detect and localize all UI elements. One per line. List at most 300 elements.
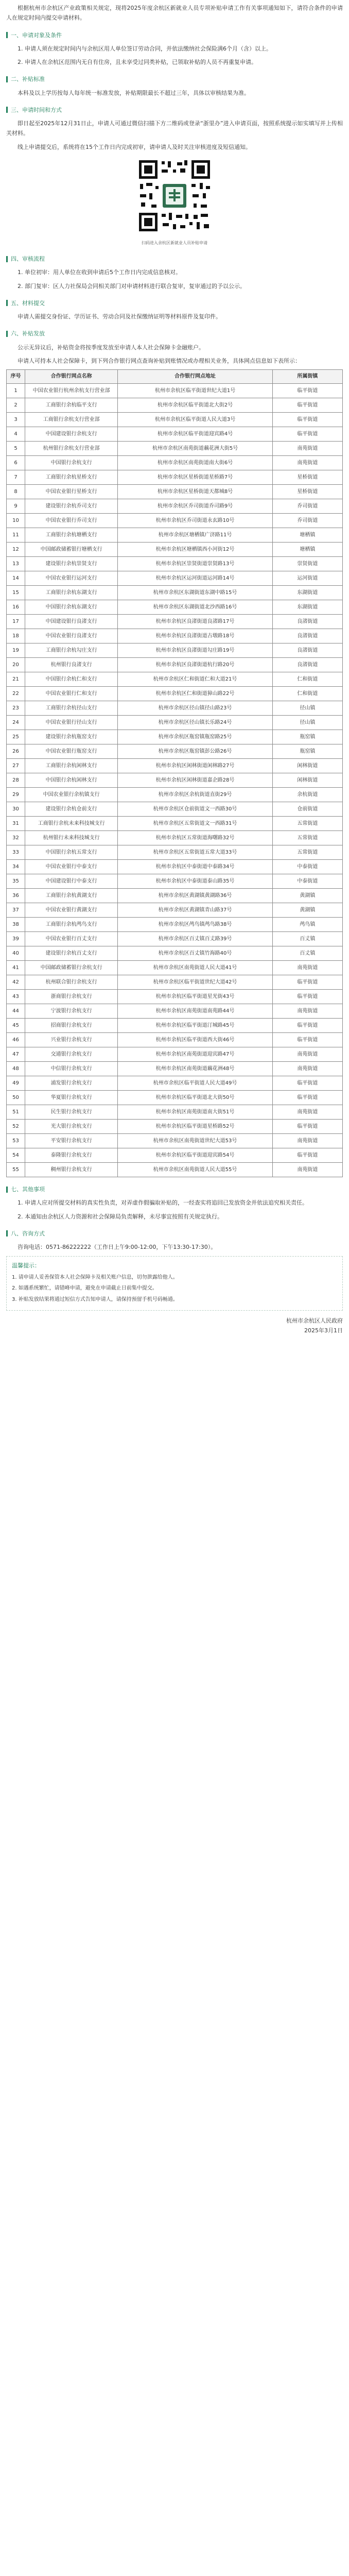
cell-area: 五常街道	[272, 845, 342, 860]
cell-area: 黄湖镇	[272, 903, 342, 918]
table-row	[7, 398, 343, 413]
cell-no: 9	[7, 499, 25, 514]
cell-no: 43	[7, 990, 25, 1004]
table-row	[7, 1062, 343, 1076]
cell-name: 建设银行余杭瓶窑支行	[25, 730, 118, 744]
cell-name: 杭州银行未来科技城支行	[25, 831, 118, 845]
footer-date: 2025年3月1日	[304, 1327, 343, 1334]
cell-no: 11	[7, 528, 25, 543]
table-row	[7, 889, 343, 903]
cell-addr: 杭州市余杭区余杭街道直街29号	[118, 788, 272, 802]
cell-name: 中国农业银行良渚支行	[25, 629, 118, 643]
cell-no: 16	[7, 600, 25, 615]
cell-area: 临平街道	[272, 1120, 342, 1134]
cell-name: 中国农业银行仁和支行	[25, 687, 118, 701]
cell-addr: 杭州市余杭区临平街道汀城路45号	[118, 1019, 272, 1033]
cell-no: 28	[7, 773, 25, 788]
cell-name: 中国农业银行黄湖支行	[25, 903, 118, 918]
cell-name: 浦发银行余杭支行	[25, 1076, 118, 1091]
cell-addr: 杭州市余杭区南苑街道迎宾路47号	[118, 1047, 272, 1062]
table-row	[7, 543, 343, 557]
cell-addr: 杭州市余杭区临平街道迎宾路54号	[118, 1148, 272, 1163]
section-5-paragraph: 申请人需提交身份证、学历证书、劳动合同及社保缴纳证明等材料原件及复印件。	[18, 313, 221, 320]
cell-area: 临平街道	[272, 1033, 342, 1047]
cell-addr: 杭州市余杭区五常街道海曙路32号	[118, 831, 272, 845]
cell-no: 32	[7, 831, 25, 845]
cell-name: 平安银行余杭支行	[25, 1134, 118, 1148]
cell-no: 54	[7, 1148, 25, 1163]
cell-name: 中国农业银行余杭镇支行	[25, 788, 118, 802]
cell-no: 42	[7, 975, 25, 990]
table-row	[7, 730, 343, 744]
cell-area: 星桥街道	[272, 485, 342, 499]
cell-area: 南苑街道	[272, 961, 342, 975]
table-row	[7, 1004, 343, 1019]
table-row	[7, 442, 343, 456]
cell-addr: 杭州市余杭区瓶窑镇彭公路26号	[118, 744, 272, 759]
table-row	[7, 615, 343, 629]
cell-area: 仁和街道	[272, 672, 342, 687]
table-row	[7, 1105, 343, 1120]
cell-area: 临平街道	[272, 413, 342, 427]
cell-area: 南苑街道	[272, 1105, 342, 1120]
cell-name: 工商银行余杭径山支行	[25, 701, 118, 716]
cell-addr: 杭州市余杭区临平街道西大街46号	[118, 1033, 272, 1047]
cell-area: 临平街道	[272, 427, 342, 442]
table-row	[7, 1076, 343, 1091]
table-row	[7, 788, 343, 802]
table-row	[7, 975, 343, 990]
cell-addr: 杭州市余杭区中泰街道中泰路34号	[118, 860, 272, 874]
cell-area: 东湖街道	[272, 586, 342, 600]
cell-no: 13	[7, 557, 25, 571]
cell-no: 36	[7, 889, 25, 903]
table-row	[7, 817, 343, 831]
cell-addr: 杭州市余杭区五常街道文一西路31号	[118, 817, 272, 831]
cell-name: 杭州银行余杭支行营业部	[25, 442, 118, 456]
cell-area: 临平街道	[272, 990, 342, 1004]
cell-addr: 杭州市余杭区闲林街道嘉企路28号	[118, 773, 272, 788]
cell-area: 百丈镇	[272, 932, 342, 946]
cell-addr: 杭州市余杭区良渚街道勾庄路19号	[118, 643, 272, 658]
cell-addr: 杭州市余杭区崇贤街道崇贤路13号	[118, 557, 272, 571]
cell-name: 中国银行余杭仁和支行	[25, 672, 118, 687]
cell-no: 5	[7, 442, 25, 456]
cell-area: 南苑街道	[272, 1134, 342, 1148]
cell-name: 中国农业银行星桥支行	[25, 485, 118, 499]
table-row	[7, 528, 343, 543]
cell-area: 仓前街道	[272, 802, 342, 817]
cell-name: 民生银行余杭支行	[25, 1105, 118, 1120]
cell-addr: 杭州市余杭区南苑街道南大街6号	[118, 456, 272, 470]
cell-no: 48	[7, 1062, 25, 1076]
cell-name: 建设银行余杭仓前支行	[25, 802, 118, 817]
cell-area: 中泰街道	[272, 874, 342, 889]
table-row	[7, 860, 343, 874]
cell-name: 中信银行余杭支行	[25, 1062, 118, 1076]
cell-area: 仁和街道	[272, 687, 342, 701]
section-6-paragraph: 公示无异议后，补贴资金将按季度发放至申请人本人社会保障卡金融账户。	[18, 344, 204, 351]
cell-addr: 杭州市余杭区南苑街道世纪大道53号	[118, 1134, 272, 1148]
cell-name: 工商银行余杭支行营业部	[25, 413, 118, 427]
intro-paragraph: 根据杭州市余杭区产业政策相关规定，现将2025年度余杭区新就业人员专项补贴申请工作有关事项通知如下，请符合条件的申请人在规定时间内提交申请材料。	[6, 5, 343, 22]
cell-no: 38	[7, 918, 25, 932]
cell-addr: 杭州市余杭区径山镇径山路23号	[118, 701, 272, 716]
table-row	[7, 903, 343, 918]
cell-no: 20	[7, 658, 25, 672]
table-row	[7, 874, 343, 889]
table-row	[7, 918, 343, 932]
section-3-heading: 三、申请时间和方式	[6, 105, 343, 115]
section-4-heading: 四、审核流程	[6, 254, 343, 264]
header-area: 所属街镇	[272, 370, 342, 384]
cell-name: 中国农业银行运河支行	[25, 571, 118, 586]
cell-addr: 杭州市余杭区临平街道迎宾路4号	[118, 427, 272, 442]
cell-no: 18	[7, 629, 25, 643]
cell-name: 招商银行余杭支行	[25, 1019, 118, 1033]
cell-name: 中国邮政储蓄银行余杭支行	[25, 961, 118, 975]
cell-no: 45	[7, 1019, 25, 1033]
notice-paragraph: 1. 请申请人妥善保管本人社会保障卡及相关账户信息，切勿泄露给他人。	[12, 1274, 178, 1280]
table-row	[7, 1033, 343, 1047]
cell-name: 中国农业银行径山支行	[25, 716, 118, 730]
cell-area: 径山镇	[272, 716, 342, 730]
cell-addr: 杭州市余杭区东湖街道北沙西路16号	[118, 600, 272, 615]
table-row	[7, 629, 343, 643]
cell-name: 宁波银行余杭支行	[25, 1004, 118, 1019]
table-row	[7, 744, 343, 759]
cell-addr: 杭州市余杭区临平街道人民大道3号	[118, 413, 272, 427]
cell-name: 中国建设银行中泰支行	[25, 874, 118, 889]
cell-name: 工商银行余杭鸬鸟支行	[25, 918, 118, 932]
cell-name: 稠州银行余杭支行	[25, 1163, 118, 1177]
header-name: 合作银行网点名称	[25, 370, 118, 384]
cell-addr: 杭州市余杭区黄湖镇青山路37号	[118, 903, 272, 918]
cell-name: 工商银行余杭勾庄支行	[25, 643, 118, 658]
cell-addr: 杭州市余杭区百丈镇竹海路40号	[118, 946, 272, 961]
table-row	[7, 413, 343, 427]
cell-no: 8	[7, 485, 25, 499]
cell-name: 中国农业银行杭州余杭支行营业部	[25, 384, 118, 398]
notice-title: 温馨提示：	[12, 1262, 40, 1269]
table-row	[7, 658, 343, 672]
cell-no: 19	[7, 643, 25, 658]
cell-no: 51	[7, 1105, 25, 1120]
cell-addr: 杭州市余杭区瓶窑镇瓶窑路25号	[118, 730, 272, 744]
table-row	[7, 456, 343, 470]
cell-name: 中国银行余杭支行	[25, 456, 118, 470]
table-row	[7, 586, 343, 600]
cell-addr: 杭州市余杭区鸬鸟镇鸬鸟路38号	[118, 918, 272, 932]
table-row	[7, 1120, 343, 1134]
cell-name: 中国银行余杭东湖支行	[25, 600, 118, 615]
cell-area: 良渚街道	[272, 643, 342, 658]
cell-area: 临平街道	[272, 1076, 342, 1091]
table-row	[7, 946, 343, 961]
cell-no: 52	[7, 1120, 25, 1134]
cell-name: 兴业银行余杭支行	[25, 1033, 118, 1047]
table-row	[7, 672, 343, 687]
cell-no: 22	[7, 687, 25, 701]
cell-no: 53	[7, 1134, 25, 1148]
table-row	[7, 831, 343, 845]
cell-area: 乔司街道	[272, 499, 342, 514]
cell-area: 塘栖镇	[272, 528, 342, 543]
cell-area: 五常街道	[272, 817, 342, 831]
section-1-heading: 一、申请对象及条件	[6, 30, 343, 40]
table-row	[7, 990, 343, 1004]
cell-no: 4	[7, 427, 25, 442]
table-row	[7, 961, 343, 975]
cell-no: 50	[7, 1091, 25, 1105]
cell-addr: 杭州市余杭区南苑街道南苑路44号	[118, 1004, 272, 1019]
cell-name: 中国银行余杭五常支行	[25, 845, 118, 860]
cell-name: 交通银行余杭支行	[25, 1047, 118, 1062]
section-1-paragraph: 2. 申请人在余杭区范围内无自有住房，且未享受过同类补贴，已领取补贴的人员不再重复申请。	[18, 59, 257, 65]
cell-name: 中国邮政储蓄银行塘栖支行	[25, 543, 118, 557]
cell-addr: 杭州市余杭区良渚街道良渚路17号	[118, 615, 272, 629]
cell-addr: 杭州市余杭区星桥街道星桥路7号	[118, 470, 272, 485]
cell-area: 崇贤街道	[272, 557, 342, 571]
cell-no: 10	[7, 514, 25, 528]
section-3-paragraph: 即日起至2025年12月31日止，申请人可通过微信扫描下方二维码或登录“浙里办”进入申请页面，按照系统提示如实填写并上传相关材料。	[6, 120, 343, 137]
cell-addr: 杭州市余杭区临平街道星光街43号	[118, 990, 272, 1004]
table-row	[7, 716, 343, 730]
table-row	[7, 557, 343, 571]
qr-caption: 扫码进入余杭区新就业人员补贴申请	[142, 241, 207, 245]
section-7-paragraph: 2. 本通知由余杭区人力资源和社会保障局负责解释，未尽事宜按照有关规定执行。	[18, 1213, 223, 1220]
cell-area: 鸬鸟镇	[272, 918, 342, 932]
section-2-paragraph: 本科及以上学历按每人每年统一标准发放，补贴期限最长不超过三年，具体以审核结果为准。	[18, 89, 250, 96]
cell-addr: 杭州市余杭区临平街道世纪大道42号	[118, 975, 272, 990]
cell-name: 中国农业银行乔司支行	[25, 514, 118, 528]
cell-area: 五常街道	[272, 831, 342, 845]
section-5-heading: 五、材料提交	[6, 298, 343, 308]
table-row	[7, 1134, 343, 1148]
cell-addr: 杭州市余杭区临平街道世纪大道1号	[118, 384, 272, 398]
cell-name: 杭州银行良渚支行	[25, 658, 118, 672]
cell-name: 中国建设银行良渚支行	[25, 615, 118, 629]
cell-area: 临平街道	[272, 975, 342, 990]
cell-addr: 杭州市余杭区仁和街道仁和大道21号	[118, 672, 272, 687]
cell-addr: 杭州市余杭区南苑街道人民大道41号	[118, 961, 272, 975]
header-no: 序号	[7, 370, 25, 384]
cell-no: 44	[7, 1004, 25, 1019]
cell-area: 径山镇	[272, 701, 342, 716]
table-row	[7, 759, 343, 773]
cell-area: 南苑街道	[272, 1163, 342, 1177]
cell-area: 塘栖镇	[272, 543, 342, 557]
cell-no: 21	[7, 672, 25, 687]
cell-no: 15	[7, 586, 25, 600]
cell-name: 建设银行余杭百丈支行	[25, 946, 118, 961]
cell-area: 南苑街道	[272, 456, 342, 470]
cell-area: 临平街道	[272, 1148, 342, 1163]
notice-paragraph: 3. 补贴发放结果将通过短信方式告知申请人，请保持预留手机号码畅通。	[12, 1296, 178, 1302]
table-row	[7, 485, 343, 499]
cell-name: 泰隆银行余杭支行	[25, 1148, 118, 1163]
cell-no: 39	[7, 932, 25, 946]
cell-addr: 杭州市余杭区南苑街道藕花洲大街5号	[118, 442, 272, 456]
table-row	[7, 1091, 343, 1105]
cell-addr: 杭州市余杭区闲林街道闲林路27号	[118, 759, 272, 773]
cell-name: 工商银行余杭东湖支行	[25, 586, 118, 600]
cell-name: 工商银行余杭塘栖支行	[25, 528, 118, 543]
table-row	[7, 773, 343, 788]
cell-no: 55	[7, 1163, 25, 1177]
cell-addr: 杭州市余杭区运河街道运河路14号	[118, 571, 272, 586]
cell-name: 工商银行余杭闲林支行	[25, 759, 118, 773]
cell-name: 杭州联合银行余杭支行	[25, 975, 118, 990]
cell-addr: 杭州市余杭区临平街道人民大道49号	[118, 1076, 272, 1091]
cell-area: 良渚街道	[272, 629, 342, 643]
cell-area: 瓶窑镇	[272, 730, 342, 744]
section-7-heading: 七、其他事项	[6, 1184, 343, 1194]
cell-addr: 杭州市余杭区良渚街道杭行路20号	[118, 658, 272, 672]
cell-addr: 杭州市余杭区仁和街道獐山路22号	[118, 687, 272, 701]
cell-name: 华夏银行余杭支行	[25, 1091, 118, 1105]
section-8-heading: 八、咨询方式	[6, 1229, 343, 1239]
cell-addr: 杭州市余杭区径山镇长乐路24号	[118, 716, 272, 730]
table-row	[7, 1163, 343, 1177]
cell-addr: 杭州市余杭区星桥街道天都城8号	[118, 485, 272, 499]
cell-area: 临平街道	[272, 1019, 342, 1033]
cell-no: 1	[7, 384, 25, 398]
cell-no: 41	[7, 961, 25, 975]
cell-addr: 杭州市余杭区临平街道北大街2号	[118, 398, 272, 413]
cell-name: 中国建设银行余杭支行	[25, 427, 118, 442]
cell-no: 12	[7, 543, 25, 557]
cell-name: 工商银行余杭临平支行	[25, 398, 118, 413]
table-row	[7, 514, 343, 528]
section-3-paragraph: 线上申请提交后，系统将在15个工作日内完成初审，请申请人及时关注审核进度及短信通知。	[18, 143, 251, 150]
cell-area: 星桥街道	[272, 470, 342, 485]
notice-box	[6, 1256, 343, 1311]
cell-no: 3	[7, 413, 25, 427]
cell-no: 24	[7, 716, 25, 730]
table-row	[7, 701, 343, 716]
cell-area: 百丈镇	[272, 946, 342, 961]
qr-code-icon[interactable]	[136, 157, 213, 234]
cell-no: 23	[7, 701, 25, 716]
cell-addr: 杭州市余杭区仓前街道文一西路30号	[118, 802, 272, 817]
cell-name: 工商银行余杭未来科技城支行	[25, 817, 118, 831]
cell-name: 建设银行余杭乔司支行	[25, 499, 118, 514]
footer	[6, 1316, 343, 1336]
cell-area: 临平街道	[272, 398, 342, 413]
cell-name: 建设银行余杭崇贤支行	[25, 557, 118, 571]
cell-no: 27	[7, 759, 25, 773]
table-row	[7, 499, 343, 514]
cell-addr: 杭州市余杭区乔司街道永玄路10号	[118, 514, 272, 528]
cell-addr: 杭州市余杭区五常街道五常大道33号	[118, 845, 272, 860]
cell-addr: 杭州市余杭区塘栖镇西小河街12号	[118, 543, 272, 557]
cell-area: 东湖街道	[272, 600, 342, 615]
header-addr: 合作银行网点地址	[118, 370, 272, 384]
cell-area: 南苑街道	[272, 1004, 342, 1019]
cell-addr: 杭州市余杭区临平街道星桥路52号	[118, 1120, 272, 1134]
cell-area: 南苑街道	[272, 1062, 342, 1076]
cell-no: 14	[7, 571, 25, 586]
table-row	[7, 1148, 343, 1163]
cell-no: 37	[7, 903, 25, 918]
cell-area: 南苑街道	[272, 1047, 342, 1062]
cell-no: 2	[7, 398, 25, 413]
cell-no: 49	[7, 1076, 25, 1091]
table-row	[7, 1047, 343, 1062]
table-row	[7, 427, 343, 442]
cell-addr: 杭州市余杭区乔司街道乔司路9号	[118, 499, 272, 514]
cell-area: 运河街道	[272, 571, 342, 586]
table-row	[7, 687, 343, 701]
table-row	[7, 384, 343, 398]
cell-no: 31	[7, 817, 25, 831]
section-4-paragraph: 1. 单位初审：用人单位在收到申请后5个工作日内完成信息核对。	[18, 269, 181, 276]
cell-no: 34	[7, 860, 25, 874]
cell-name: 中国农业银行瓶窑支行	[25, 744, 118, 759]
cell-area: 南苑街道	[272, 442, 342, 456]
table-row	[7, 932, 343, 946]
notice-paragraph: 2. 如遇系统繁忙，请错峰申请，避免在申请截止日前集中提交。	[12, 1285, 158, 1291]
cell-no: 47	[7, 1047, 25, 1062]
cell-addr: 杭州市余杭区塘栖镇广济路11号	[118, 528, 272, 543]
cell-addr: 杭州市余杭区良渚街道古墩路18号	[118, 629, 272, 643]
cell-addr: 杭州市余杭区临平街道北大街50号	[118, 1091, 272, 1105]
cell-no: 17	[7, 615, 25, 629]
cell-no: 30	[7, 802, 25, 817]
cell-no: 40	[7, 946, 25, 961]
section-6-heading: 六、补贴发放	[6, 329, 343, 338]
table-row	[7, 600, 343, 615]
section-8-paragraph: 咨询电话：0571-86222222（工作日上午9:00-12:00，下午13:30-17:30）。	[18, 1244, 217, 1250]
cell-area: 乔司街道	[272, 514, 342, 528]
cell-area: 中泰街道	[272, 860, 342, 874]
cell-area: 良渚街道	[272, 658, 342, 672]
table-body	[7, 384, 343, 1177]
cell-addr: 杭州市余杭区东湖街道东湖中路15号	[118, 586, 272, 600]
table-row	[7, 470, 343, 485]
cell-name: 光大银行余杭支行	[25, 1120, 118, 1134]
section-6-paragraph: 申请人可持本人社会保障卡，到下列合作银行网点查询补贴到账情况或办理相关业务，具体网点信息如下表所示：	[18, 357, 301, 364]
table-row	[7, 1019, 343, 1033]
cell-no: 25	[7, 730, 25, 744]
table-row	[7, 802, 343, 817]
cell-area: 余杭街道	[272, 788, 342, 802]
cell-addr: 杭州市余杭区黄湖镇黄湖路36号	[118, 889, 272, 903]
table-row	[7, 571, 343, 586]
cell-area: 黄湖镇	[272, 889, 342, 903]
cell-area: 良渚街道	[272, 615, 342, 629]
footer-org: 杭州市余杭区人民政府	[286, 1317, 343, 1324]
cell-addr: 杭州市余杭区南苑街道南大街51号	[118, 1105, 272, 1120]
cell-addr: 杭州市余杭区南苑街道藕花洲48号	[118, 1062, 272, 1076]
cell-name: 浙商银行余杭支行	[25, 990, 118, 1004]
cell-addr: 杭州市余杭区中泰街道泰山路35号	[118, 874, 272, 889]
cell-no: 7	[7, 470, 25, 485]
cell-name: 工商银行余杭黄湖支行	[25, 889, 118, 903]
cell-area: 闲林街道	[272, 773, 342, 788]
table-row	[7, 845, 343, 860]
section-4-paragraph: 2. 部门复审：区人力社保局会同相关部门对申请材料进行联合复审，复审通过的予以公示。	[18, 282, 246, 290]
section-1-paragraph: 1. 申请人须在规定时间内与余杭区用人单位签订劳动合同，并依法缴纳社会保险满6个月（含）以上。	[18, 45, 272, 52]
table-header-row	[7, 370, 343, 384]
cell-area: 瓶窑镇	[272, 744, 342, 759]
cell-name: 工商银行余杭星桥支行	[25, 470, 118, 485]
cell-name: 中国农业银行中泰支行	[25, 860, 118, 874]
cell-no: 29	[7, 788, 25, 802]
cell-name: 中国银行余杭闲林支行	[25, 773, 118, 788]
cell-area: 临平街道	[272, 384, 342, 398]
